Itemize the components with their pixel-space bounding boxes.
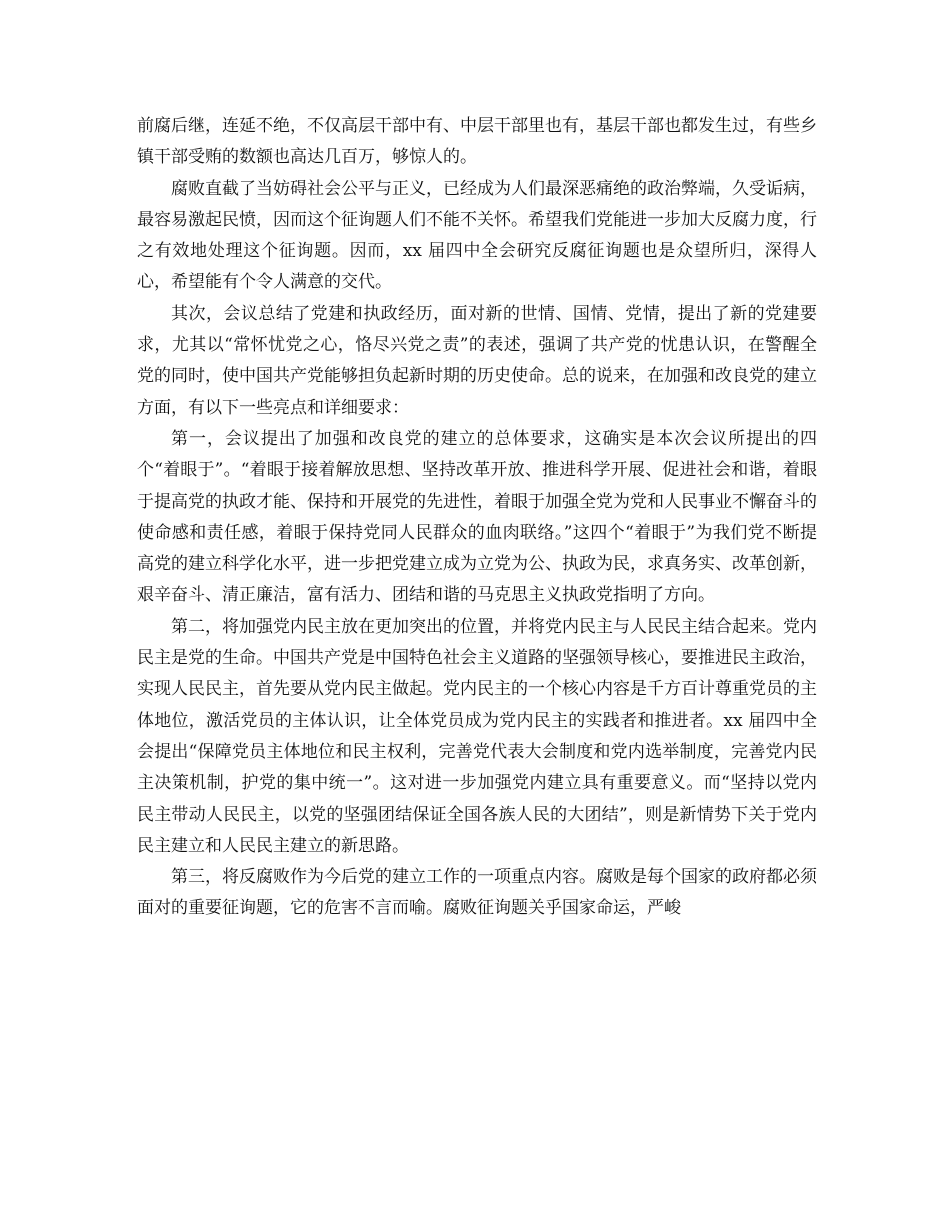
paragraph-party-building-summary: 其次，会议总结了党建和执政经历，面对新的世情、国情、党情，提出了新的党建要求，尤其以“常怀忧党之心，恪尽兴党之责”的表述，强调了共产党的忧患认识，在警醒全党的同时，使中国共产党能够担负起新时期的历史使命。总的说来，在加强和改良党的建立方面，有以下一些亮点和详细要求： <box>137 303 817 418</box>
document-body <box>137 111 817 925</box>
paragraph-point-two: 第二，将加强党内民主放在更加突出的位置，并将党内民主与人民民主结合起来。党内民主是党的生命。中国共产党是中国特色社会主义道路的坚强领导核心，要推进民主政治，实现人民民主，首先要从党内民主做起。党内民主的一个核心内容是千方百计尊重党员的主体地位，激活党员的主体认识，让全体党员成为党内民主的实践者和推进者。xx 届四中全会提出“保障党员主体地位和民主权利，完善党代表大会制度和党内选举制度，完善党内民主决策机制，护党的集中统一”。这对进一步加强党内建立具有重要意义。而“坚持以党内民主带动人民民主，以党的坚强团结保证全国各族人民的大团结”，则是新情势下关于党内民主建立和人民民主建立的新思路。 <box>137 616 817 856</box>
paragraph-point-one: 第一，会议提出了加强和改良党的建立的总体要求，这确实是本次会议所提出的四个“着眼于”。“着眼于接着解放思想、坚持改革开放、推进科学开展、促进社会和谐，着眼于提高党的执政才能、保持和开展党的先进性，着眼于加强全党为党和人民事业不懈奋斗的使命感和责任感，着眼于保持党同人民群众的血肉联络。”这四个“着眼于”为我们党不断提高党的建立科学化水平，进一步把党建立成为立党为公、执政为民，求真务实、改革创新，艰辛奋斗、清正廉洁，富有活力、团结和谐的马克思主义执政党指明了方向。 <box>137 428 817 606</box>
paragraph-point-three: 第三，将反腐败作为今后党的建立工作的一项重点内容。腐败是每个国家的政府都必须面对的重要征询题，它的危害不言而喻。腐败征询题关乎国家命运，严峻 <box>137 867 817 919</box>
paragraph-corruption-harm: 腐败直截了当妨碍社会公平与正义，已经成为人们最深恶痛绝的政治弊端，久受诟病，最容易激起民愤，因而这个征询题人们不能不关怀。希望我们党能进一步加大反腐力度，行之有效地处理这个征询题。因而，xx 届四中全会研究反腐征询题也是众望所归，深得人心，希望能有个令人满意的交代。 <box>137 178 817 293</box>
paragraph-continued: 前腐后继，连延不绝，不仅高层干部中有、中层干部里也有，基层干部也都发生过，有些乡镇干部受贿的数额也高达几百万，够惊人的。 <box>137 116 817 168</box>
